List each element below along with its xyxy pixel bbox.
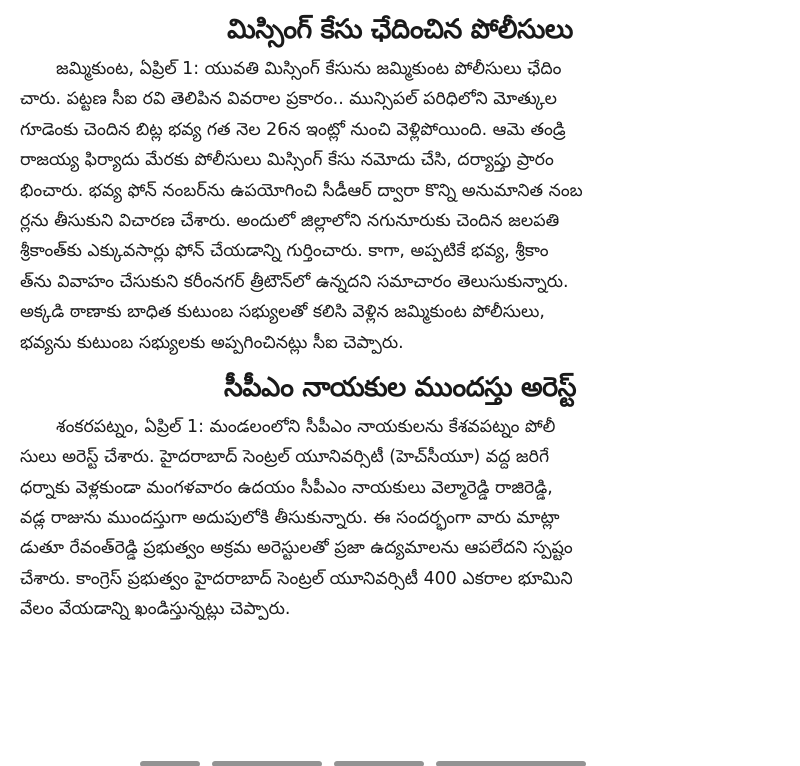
article-line: ధర్నాకు వెళ్లకుండా మంగళవారం ఉదయం సీపీఎం నాయకులు వెల్మారెడ్డి రాజిరెడ్డి,: [20, 477, 553, 498]
article-line: ర్లను తీసుకుని విచారణ చేశారు. అందులో జిల్లాలోని నగునూరుకు చెందిన జలపతి: [20, 210, 560, 231]
article-line: జమ్మికుంట, ఏప్రిల్ 1: యువతి మిస్సింగ్ కేసును జమ్మికుంట పోలీసులు ఛేదిం: [56, 59, 562, 79]
article-missing-case: [20, 10, 780, 358]
article-line: త్‌ను వివాహం చేసుకుని కరీంనగర్ త్రీటౌన్‌లో ఉన్నదని సమాచారం తెలుసుకున్నారు.: [20, 271, 569, 292]
headline: సీపీఎం నాయకుల ముందస్తు అరెస్ట్: [223, 371, 577, 403]
article-line: శంకరపట్నం, ఏప్రిల్ 1: మండలంలోని సీపీఎం నాయకులను కేశవపట్నం పోలీ: [56, 416, 556, 437]
article-line: వడ్ల రాజును ముందస్తుగా అదుపులోకి తీసుకున్నారు. ఈ సందర్భంగా వారు మాట్లా: [20, 508, 560, 529]
headline: మిస్సింగ్ కేసు ఛేదించిన పోలీసులు: [227, 14, 573, 45]
cropped-next-headline-fragment: [140, 752, 640, 766]
article-line: భించారు. భవ్య ఫోన్ నంబర్‌ను ఉపయోగించి సీడీఆర్ ద్వారా కొన్ని అనుమానిత నంబ: [20, 180, 583, 201]
article-line: భవ్యను కుటుంబ సభ్యులకు అప్పగించినట్లు సీఐ చెప్పారు.: [20, 332, 404, 353]
article-line: అక్కడి ఠాణాకు బాధిత కుటుంబ సభ్యులతో కలిసి వెళ్లిన జమ్మికుంట పోలీసులు,: [20, 302, 545, 323]
article-body: [20, 412, 780, 625]
article-line: చేశారు. కాంగ్రెస్ ప్రభుత్వం హైదరాబాద్ సెంట్రల్ యూనివర్సిటీ 400 ఎకరాల భూమిని: [20, 568, 573, 589]
article-cpm-arrest: [20, 368, 780, 625]
article-line: సులు అరెస్ట్ చేశారు. హైదరాబాద్ సెంట్రల్ యూనివర్సిటీ (హెచ్‌సీయూ) వద్ద జరిగే: [20, 447, 550, 468]
article-line: గూడెంకు చెందిన బిట్ల భవ్య గత నెల 26న ఇంట్లో నుంచి వెళ్లిపోయింది. ఆమె తండ్రి: [20, 119, 566, 140]
article-line: రాజయ్య ఫిర్యాదు మేరకు పోలీసులు మిస్సింగ్ కేసు నమోదు చేసి, దర్యాప్తు ప్రారం: [20, 150, 554, 171]
article-line: చారు. పట్టణ సీఐ రవి తెలిపిన వివరాల ప్రకారం.. మున్సిపల్ పరిధిలోని మోత్కుల: [20, 89, 557, 110]
article-line: డుతూ రేవంత్‌రెడ్డి ప్రభుత్వం అక్రమ అరెస్టులతో ప్రజా ఉద్యమాలను ఆపలేదని స్పష్టం: [20, 538, 573, 559]
article-line: వేలం వేయడాన్ని ఖండిస్తున్నట్లు చెప్పారు.: [20, 599, 291, 620]
article-body: [20, 54, 780, 358]
article-line: శ్రీకాంత్‌కు ఎక్కువసార్లు ఫోన్ చేయడాన్ని గుర్తించారు. కాగా, అప్పటికే భవ్య, శ్రీకాం: [20, 241, 549, 262]
